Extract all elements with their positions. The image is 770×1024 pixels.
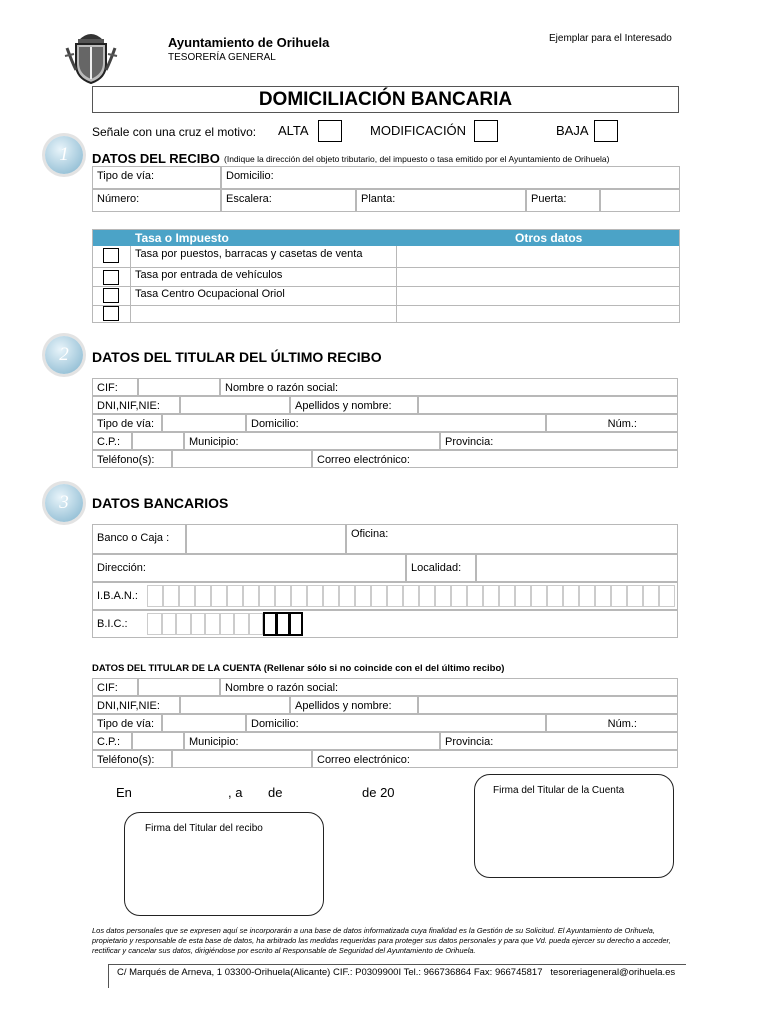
oficina-cell[interactable] xyxy=(346,524,678,554)
titular-recibo-table xyxy=(92,378,678,468)
coat-of-arms-icon xyxy=(62,26,120,86)
c-telefono-label: Teléfono(s): xyxy=(97,754,155,766)
digit-box[interactable] xyxy=(467,585,483,607)
modificacion-label: MODIFICACIÓN xyxy=(370,123,467,138)
tipo-via-cell xyxy=(92,166,221,189)
c-cif-label: CIF: xyxy=(97,682,118,694)
tasa-item-3: Tasa Centro Ocupacional Oriol xyxy=(135,288,285,300)
c-nombre-cell[interactable] xyxy=(220,678,678,696)
bic-digit-boxes[interactable] xyxy=(147,613,267,635)
c-municipio-label: Municipio: xyxy=(189,736,239,748)
domicilio-label: Domicilio: xyxy=(226,170,274,182)
municipio-label: Municipio: xyxy=(189,436,239,448)
modificacion-checkbox[interactable] xyxy=(474,120,498,142)
tasas-table xyxy=(92,229,680,323)
cif-label: CIF: xyxy=(97,382,118,394)
digit-box[interactable] xyxy=(371,585,387,607)
dni-input[interactable] xyxy=(180,396,290,414)
digit-box[interactable] xyxy=(483,585,499,607)
c-domicilio-label: Domicilio: xyxy=(251,718,299,730)
date-de20-label: de 20 xyxy=(362,785,395,800)
c-apellidos-cell[interactable] xyxy=(290,696,418,714)
title-box xyxy=(92,86,679,113)
direccion-label: Dirección: xyxy=(97,562,146,574)
section-3-badge xyxy=(45,484,83,522)
baja-label: BAJA xyxy=(556,123,589,138)
org-name: Ayuntamiento de Orihuela xyxy=(168,35,330,50)
digit-box[interactable] xyxy=(147,613,162,635)
c-telefono-cell[interactable] xyxy=(92,750,172,768)
tipo-via-2-cell[interactable] xyxy=(92,414,162,432)
c-cp-input[interactable] xyxy=(132,732,184,750)
oficina-label: Oficina: xyxy=(351,528,389,540)
planta-cell[interactable] xyxy=(356,189,526,212)
section-1-badge xyxy=(45,136,83,174)
c-correo-cell[interactable] xyxy=(312,750,678,768)
section-2-title: DATOS DEL TITULAR DEL ÚLTIMO RECIBO xyxy=(92,349,382,365)
digit-box[interactable] xyxy=(176,613,191,635)
section-1-title: DATOS DEL RECIBO xyxy=(92,151,220,166)
digit-box[interactable] xyxy=(227,585,243,607)
col-otros-label: Otros datos xyxy=(515,231,583,245)
digit-box[interactable] xyxy=(234,613,249,635)
digit-box[interactable] xyxy=(220,613,235,635)
digit-box[interactable] xyxy=(249,613,264,635)
digit-box[interactable] xyxy=(307,585,323,607)
motive-label: Señale con una cruz el motivo: xyxy=(92,125,257,139)
digit-box[interactable] xyxy=(595,585,611,607)
c-provincia-label: Provincia: xyxy=(445,736,494,748)
digit-box[interactable] xyxy=(191,613,206,635)
c-municipio-cell[interactable] xyxy=(184,732,440,750)
nombre-label: Nombre o razón social: xyxy=(225,382,339,394)
digit-box[interactable] xyxy=(179,585,195,607)
dni-label: DNI,NIF,NIE: xyxy=(97,400,160,412)
c-cp-label: C.P.: xyxy=(97,736,121,748)
domicilio-cell[interactable] xyxy=(221,166,680,189)
titular-cuenta-table xyxy=(92,678,678,768)
digit-box[interactable] xyxy=(563,585,579,607)
c-telefono-input[interactable] xyxy=(172,750,312,768)
puerta-cell[interactable] xyxy=(526,189,600,212)
planta-label: Planta: xyxy=(361,193,396,205)
section-3-number: 3 xyxy=(59,492,69,513)
digit-box[interactable] xyxy=(275,585,291,607)
dni-cell[interactable] xyxy=(92,396,180,414)
apellidos-label: Apellidos y nombre: xyxy=(295,400,392,412)
cif-cell[interactable] xyxy=(92,378,138,396)
digit-box[interactable] xyxy=(531,585,547,607)
tipo-via-2-input[interactable] xyxy=(162,414,246,432)
tasa-checkbox-2[interactable] xyxy=(103,270,119,285)
footer-rule-v xyxy=(108,964,109,988)
digit-box[interactable] xyxy=(387,585,403,607)
c-nombre-label: Nombre o razón social: xyxy=(225,682,339,694)
c-num-cell[interactable] xyxy=(546,714,678,732)
tasa-checkbox-1[interactable] xyxy=(103,248,119,263)
c-domicilio-cell[interactable] xyxy=(246,714,546,732)
localidad-label: Localidad: xyxy=(411,562,462,574)
c-tipo-via-input[interactable] xyxy=(162,714,246,732)
banco-cell[interactable] xyxy=(92,524,186,554)
iban-label: I.B.A.N.: xyxy=(97,590,138,602)
cp-cell[interactable] xyxy=(92,432,132,450)
section-2-number: 2 xyxy=(59,344,69,365)
recibo-table xyxy=(92,166,680,212)
c-provincia-cell[interactable] xyxy=(440,732,678,750)
page-title: DOMICILIACIÓN BANCARIA xyxy=(258,89,513,110)
c-cif-input[interactable] xyxy=(138,678,220,696)
digit-box[interactable] xyxy=(163,585,179,607)
digit-box[interactable] xyxy=(643,585,659,607)
digit-box[interactable] xyxy=(611,585,627,607)
cif-input[interactable] xyxy=(138,378,220,396)
numero-label: Número: xyxy=(97,193,140,205)
telefono-input[interactable] xyxy=(172,450,312,468)
banco-input[interactable] xyxy=(186,524,346,554)
c-num-label: Núm.: xyxy=(607,718,637,730)
localidad-cell[interactable] xyxy=(406,554,476,582)
digit-box[interactable] xyxy=(659,585,675,607)
tasa-checkbox-3[interactable] xyxy=(103,288,119,303)
tasa-item-2: Tasa por entrada de vehículos xyxy=(135,269,283,281)
provincia-label: Provincia: xyxy=(445,436,494,448)
date-de-label: de xyxy=(268,785,283,800)
c-cif-cell[interactable] xyxy=(92,678,138,696)
cp-input[interactable] xyxy=(132,432,184,450)
alta-checkbox[interactable] xyxy=(318,120,342,142)
c-dni-input[interactable] xyxy=(180,696,290,714)
tasa-item-1: Tasa por puestos, barracas y casetas de venta xyxy=(135,248,363,260)
c-dni-label: DNI,NIF,NIE: xyxy=(97,700,160,712)
digit-box[interactable] xyxy=(339,585,355,607)
section-1-number: 1 xyxy=(59,144,69,165)
localidad-input[interactable] xyxy=(476,554,678,582)
num-2-cell[interactable] xyxy=(546,414,678,432)
firma-cuenta-box[interactable] xyxy=(474,774,674,878)
digit-box[interactable] xyxy=(162,613,177,635)
provincia-cell[interactable] xyxy=(440,432,678,450)
bic-label: B.I.C.: xyxy=(97,618,128,630)
firma-recibo-label: Firma del Titular del recibo xyxy=(145,823,263,834)
col-tasa-label: Tasa o Impuesto xyxy=(135,231,229,245)
bic-extra-boxes[interactable] xyxy=(263,612,305,636)
digit-box[interactable] xyxy=(435,585,451,607)
digit-box[interactable] xyxy=(419,585,435,607)
digit-box[interactable] xyxy=(355,585,371,607)
apellidos-input[interactable] xyxy=(418,396,678,414)
section-2-badge xyxy=(45,336,83,374)
nombre-cell[interactable] xyxy=(220,378,678,396)
banco-label: Banco o Caja : xyxy=(97,532,170,544)
tipo-via-2-label: Tipo de vía: xyxy=(97,418,155,430)
digit-box[interactable] xyxy=(547,585,563,607)
footer-rule-h xyxy=(108,964,686,965)
numero-cell[interactable] xyxy=(92,189,221,212)
c-dni-cell[interactable] xyxy=(92,696,180,714)
legal-notice: Los datos personales que se expresen aquí se incorporarán a una base de datos informatizada cuya finalidad es la Gestión de su Solicitud. El Ayuntamiento de Orihuela, propietario y responsable de esta base de datos, ha arbitrado las medidas requeridas para proteger sus datos personales y para que Vd. pueda ejercer su derecho a acceder, rectificar y cancelar sus datos, dirigiéndose por escrito al Responsable de Seguridad del Ayuntamiento de Orihuela. xyxy=(92,926,671,955)
copy-label: Ejemplar para el Interesado xyxy=(549,33,672,44)
telefono-label: Teléfono(s): xyxy=(97,454,155,466)
digit-box[interactable] xyxy=(195,585,211,607)
num-2-label: Núm.: xyxy=(607,418,637,430)
cp-label: C.P.: xyxy=(97,436,121,448)
escalera-label: Escalera: xyxy=(226,193,272,205)
digit-box[interactable] xyxy=(259,585,275,607)
digit-box[interactable] xyxy=(147,585,163,607)
bank-table xyxy=(92,524,678,638)
iban-digit-boxes[interactable] xyxy=(147,585,675,607)
domicilio-2-cell[interactable] xyxy=(246,414,546,432)
municipio-cell[interactable] xyxy=(184,432,440,450)
domicilio-2-label: Domicilio: xyxy=(251,418,299,430)
telefono-cell[interactable] xyxy=(92,450,172,468)
digit-box[interactable] xyxy=(205,613,220,635)
cuenta-title: DATOS DEL TITULAR DE LA CUENTA (Rellenar sólo si no coincide con el del último recibo) xyxy=(92,663,505,674)
digit-box[interactable] xyxy=(291,585,307,607)
digit-box[interactable] xyxy=(627,585,643,607)
place-en-label: En xyxy=(116,785,132,800)
direccion-cell[interactable] xyxy=(92,554,406,582)
digit-box[interactable] xyxy=(243,585,259,607)
firma-cuenta-label: Firma del Titular de la Cuenta xyxy=(493,785,625,796)
c-tipo-via-cell[interactable] xyxy=(92,714,162,732)
digit-box[interactable] xyxy=(211,585,227,607)
section-1-note: (Indique la dirección del objeto tributario, del impuesto o tasa emitido por el Ayuntamiento de Orihuela) xyxy=(224,154,610,164)
c-apellidos-label: Apellidos y nombre: xyxy=(295,700,392,712)
alta-label: ALTA xyxy=(278,123,309,138)
firma-recibo-box[interactable] xyxy=(124,812,324,916)
c-tipo-via-label: Tipo de vía: xyxy=(97,718,155,730)
c-cp-cell[interactable] xyxy=(92,732,132,750)
baja-checkbox[interactable] xyxy=(594,120,618,142)
digit-box[interactable] xyxy=(499,585,515,607)
date-a-label: , a xyxy=(228,785,243,800)
correo-label: Correo electrónico: xyxy=(317,454,410,466)
dept-name: TESORERÍA GENERAL xyxy=(168,52,276,63)
correo-cell[interactable] xyxy=(312,450,678,468)
footer-address: C/ Marqués de Arneva, 1 03300-Orihuela(Alicante) CIF.: P0309900I Tel.: 966736864 Fax: 966745817 tesoreriageneral@orihuela.es xyxy=(117,967,676,978)
c-apellidos-input[interactable] xyxy=(418,696,678,714)
apellidos-cell[interactable] xyxy=(290,396,418,414)
tipo-via-label: Tipo de vía: xyxy=(97,170,155,182)
digit-box[interactable] xyxy=(323,585,339,607)
digit-box[interactable] xyxy=(451,585,467,607)
digit-box[interactable] xyxy=(579,585,595,607)
escalera-cell[interactable] xyxy=(221,189,356,212)
puerta-extra-cell[interactable] xyxy=(600,189,680,212)
section-3-title: DATOS BANCARIOS xyxy=(92,495,229,511)
digit-box[interactable] xyxy=(403,585,419,607)
tasa-checkbox-4[interactable] xyxy=(103,306,119,321)
c-correo-label: Correo electrónico: xyxy=(317,754,410,766)
tasas-header xyxy=(93,230,679,246)
puerta-label: Puerta: xyxy=(531,193,567,205)
digit-box[interactable] xyxy=(515,585,531,607)
